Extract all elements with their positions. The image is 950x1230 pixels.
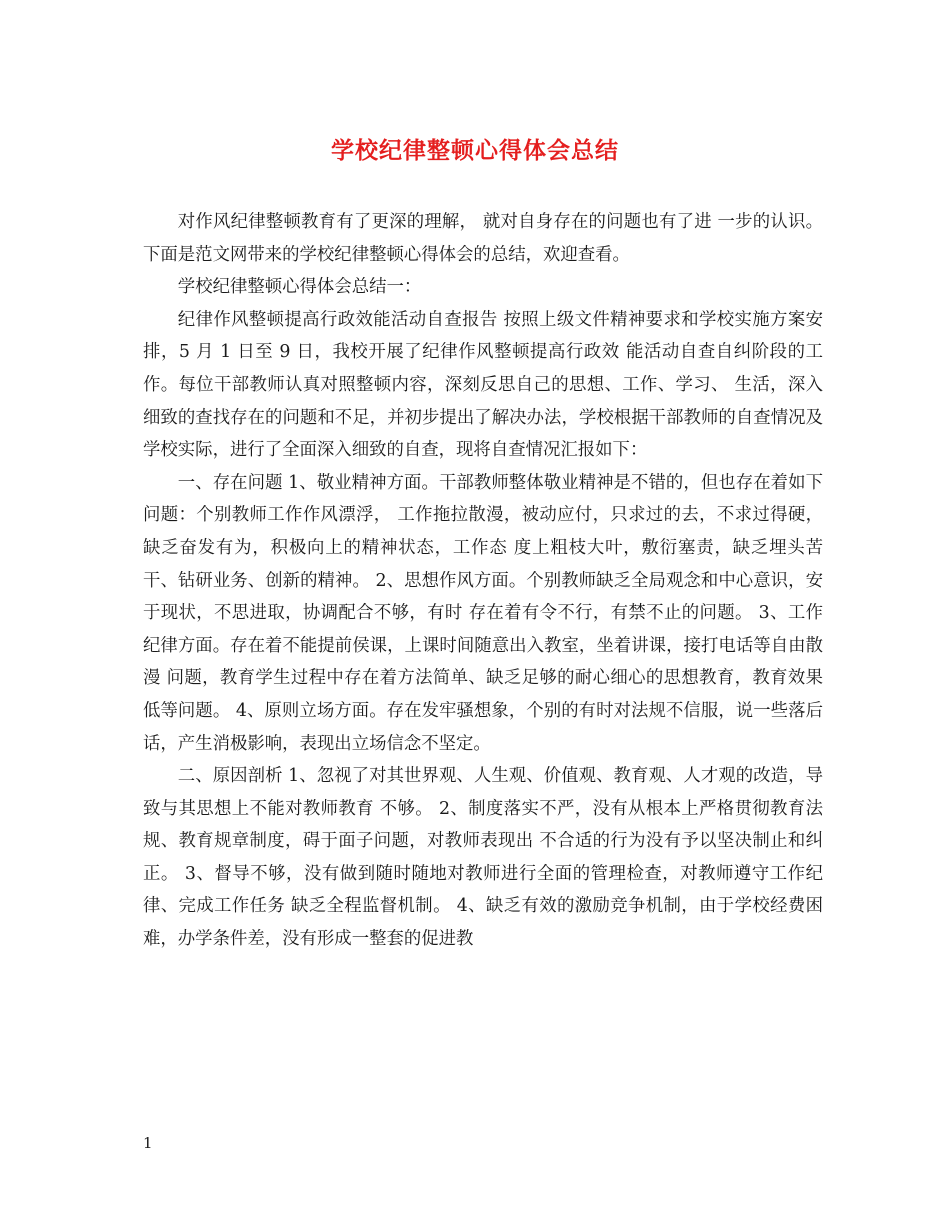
- paragraph-report: 纪律作风整顿提高行政效能活动自查报告 按照上级文件精神要求和学校实施方案安排，5 月 1 日至 9 日，我校开展了纪律作风整顿提高行政效 能活动自查自纠阶段的工作。每位干部教师认真对照整顿内容，深刻反思自己的思想、工作、学习、 生活，深入细致的查找存在的问题和不足，并初步提出了解决办法，学校根据干部教师的自查情况及 学校实际，进行了全面深入细致的自查，现将自查情况汇报如下：: [143, 309, 823, 461]
- paragraph-section-heading: 学校纪律整顿心得体会总结一：: [177, 277, 422, 298]
- document-body: [143, 206, 823, 956]
- paragraph-causes: 二、原因剖析 1、忽视了对其世界观、人生观、价值观、教育观、人才观的改造，导致与其思想上不能对教师教育 不够。 2、制度落实不严，没有从根本上严格贯彻教育法规、教育规章制度，碍于面子问题，对教师表现出 不合适的行为没有予以坚决制止和纠正。 3、督导不够，没有做到随时随地对教师进行全面的管理检查，对教师遵守工作纪律、完成工作任务 缺乏全程监督机制。 4、缺乏有效的激励竞争机制，由于学校经费困难，办学条件差，没有形成一整套的促进教: [143, 766, 823, 950]
- paragraph-problems: 一、存在问题 1、敬业精神方面。干部教师整体敬业精神是不错的，但也存在着如下问题：个别教师工作作风漂浮， 工作拖拉散漫，被动应付，只求过的去，不求过得硬，缺乏奋发有为，积极向上的精神状态，工作态 度上粗枝大叶，敷衍塞责，缺乏埋头苦干、钻研业务、创新的精神。 2、思想作风方面。个别教师缺乏全局观念和中心意识，安于现状，不思进取，协调配合不够，有时 存在着有令不行，有禁不止的问题。 3、工作纪律方面。存在着不能提前侯课，上课时间随意出入教室，坐着讲课，接打电话等自由散漫 问题，教育学生过程中存在着方法简单、缺乏足够的耐心细心的思想教育，教育效果低等问题。 4、原则立场方面。存在发牢骚想象，个别的有时对法规不信服，说一些落后话，产生消极影响，表现出立场信念不坚定。: [143, 472, 823, 754]
- page-number: 1: [143, 1134, 153, 1152]
- paragraph-intro: 对作风纪律整顿教育有了更深的理解， 就对自身存在的问题也有了进 一步的认识。下面是范文网带来的学校纪律整顿心得体会的总结，欢迎查看。: [143, 212, 823, 265]
- document-title: 学校纪律整顿心得体会总结: [331, 137, 619, 164]
